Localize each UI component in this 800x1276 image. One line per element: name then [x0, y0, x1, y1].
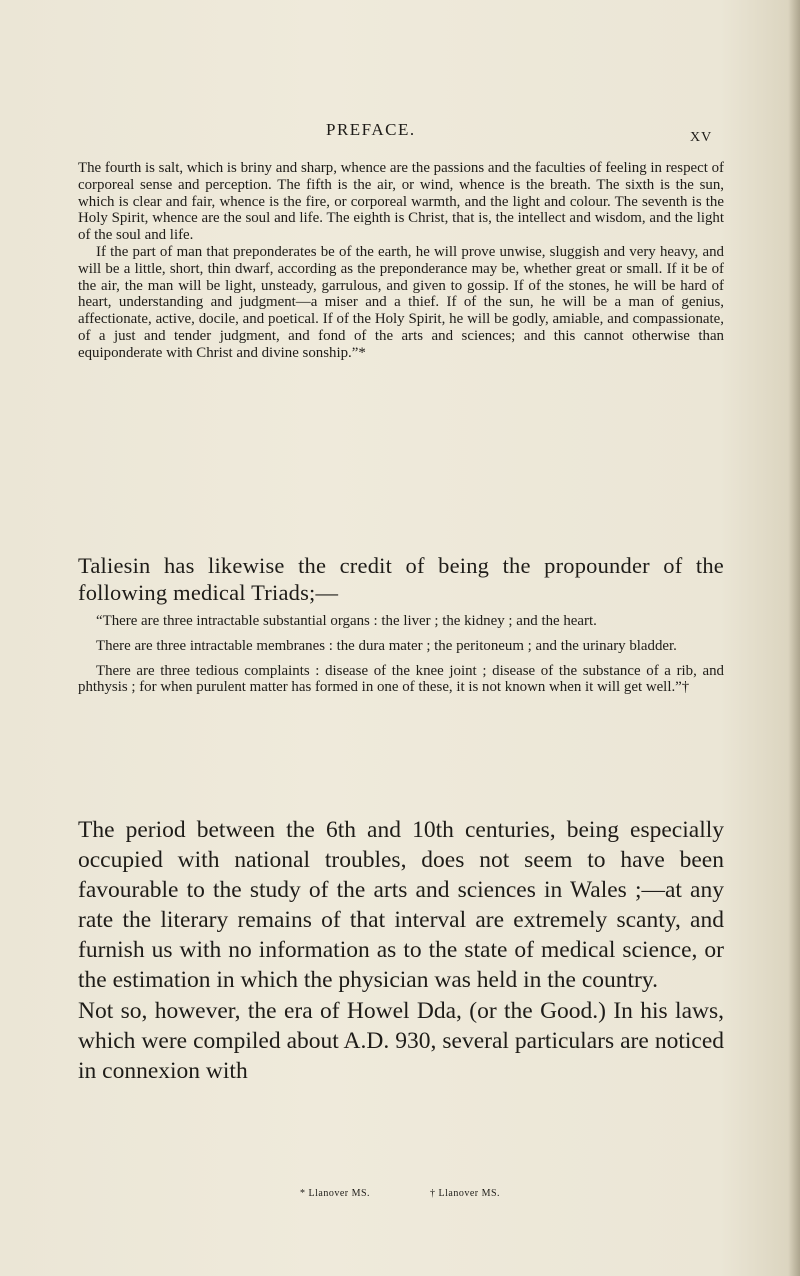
triad-paragraph: There are three tedious complaints : disease of the knee joint ; disease of the substance of a rib, and phthysis ; for when purulent matter has formed in one of these, it is not known when it will get well.”†	[78, 662, 724, 696]
triad-paragraph: There are three intractable membranes : the dura mater ; the peritoneum ; and the urinary bladder.	[96, 637, 677, 654]
page-number: XV	[690, 130, 713, 145]
page-edge-shadow	[788, 0, 800, 1276]
running-head: PREFACE.	[326, 120, 416, 139]
footnote: † Llanover MS.	[430, 1188, 501, 1199]
main-text-block	[78, 815, 724, 1086]
intro-paragraph: The fourth is salt, which is briny and sharp, whence are the passions and the faculties of feeling in respect of corporeal sense and perception. The fifth is the air, or wind, whence is the breath. The sixth is the sun, which is clear and fair, whence is the fire, or corporeal warmth, and the light and colour. The seventh is the Holy Spirit, whence are the soul and life. The eighth is Christ, that is, the intellect and wisdom, and the light of the soul and life.	[78, 160, 724, 244]
taliesin-heading: Taliesin has likewise the credit of being the propounder of the following medical Triads;—	[78, 553, 724, 605]
taliesin-heading-block	[78, 552, 724, 606]
main-paragraph: The period between the 6th and 10th centuries, being especially occupied with national troubles, does not seem to have been favourable to the study of the arts and sciences in Wales ;—at any rate the literary remains of that interval are extremely scanty, and furnish us with no information as to the state of medical science, or the estimation in which the physician was held in the country.	[78, 817, 724, 994]
page-header	[0, 120, 800, 144]
intro-text-block	[78, 160, 724, 362]
intro-paragraph: If the part of man that preponderates be of the earth, he will prove unwise, sluggish and very heavy, and will be a little, short, thin dwarf, according as the preponderance may be, whether great or small. If it be of the air, the man will be light, unsteady, garrulous, and given to gossip. If of the stones, he will be hard of heart, understanding and judgment—a miser and a thief. If of the sun, he will be a man of genius, affectionate, active, docile, and poetical. If of the Holy Spirit, he will be godly, amiable, and compassionate, of a just and tender judgment, and fond of the arts and sciences; and this cannot otherwise than equiponderate with Christ and divine sonship.”*	[78, 243, 724, 361]
footnote: * Llanover MS.	[300, 1188, 371, 1199]
triad-paragraph: “There are three intractable substantial organs : the liver ; the kidney ; and the heart.	[96, 613, 597, 629]
triads-block	[78, 613, 724, 704]
main-paragraph: Not so, however, the era of Howel Dda, (or the Good.) In his laws, which were compiled about A.D. 930, several particulars are noticed in connexion with	[78, 997, 724, 1084]
